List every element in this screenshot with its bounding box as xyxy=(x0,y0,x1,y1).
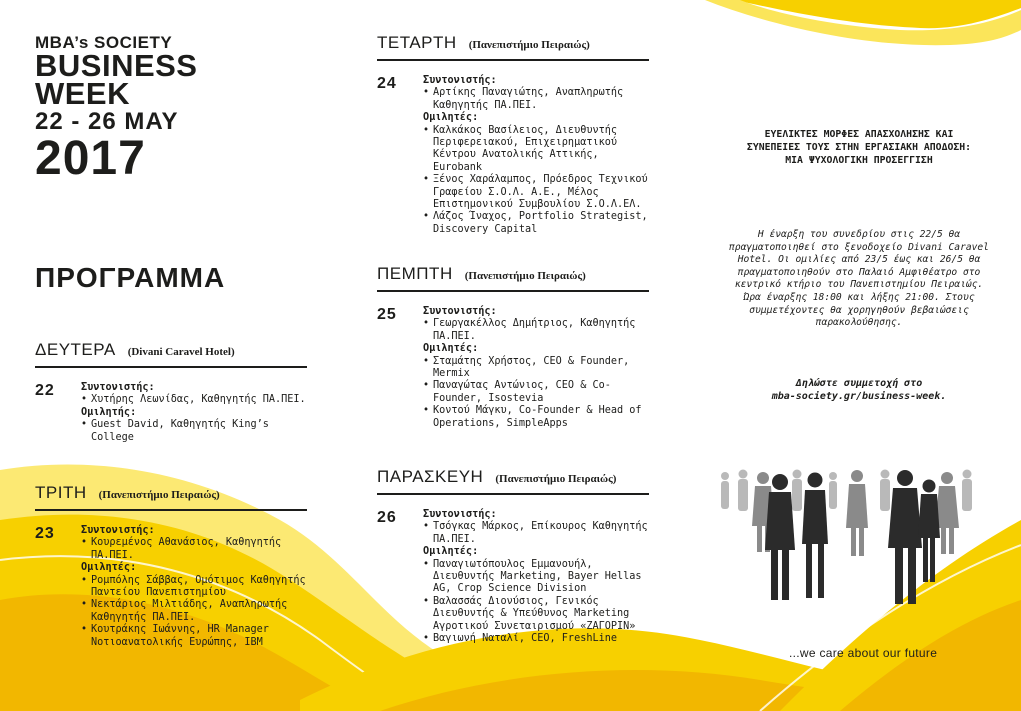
speaker-list xyxy=(81,525,307,649)
register-link[interactable]: mba-society.gr/business-week. xyxy=(771,391,947,402)
speaker-item: • Νεκτάριος Μιλτιάδης, Αναπληρωτής Καθηγητής ΠΑ.ΠΕΙ. xyxy=(81,599,307,624)
role-label: Ομιλητές: xyxy=(423,343,479,355)
day-block-wednesday xyxy=(377,33,649,236)
speaker-list xyxy=(81,382,307,444)
speaker-list xyxy=(423,75,649,236)
day-name: ΠΑΡΑΣΚΕΥΗ xyxy=(377,467,484,486)
person-mid-3 xyxy=(935,472,959,554)
day-block-monday xyxy=(35,340,307,444)
day-venue: (Divani Caravel Hotel) xyxy=(127,346,235,358)
speaker-item: • Καλκάκος Βασίλειος, Διευθυντής Περιφερειακού, Επιχειρηματικού Κέντρου Ανατολικής Αττικής, Eurobank xyxy=(423,125,649,175)
day-date-number: 24 xyxy=(377,75,397,92)
person-bg-4 xyxy=(829,472,837,509)
day-date-number: 26 xyxy=(377,509,397,526)
role-label: Συντονιστής: xyxy=(81,382,155,393)
register-text: Δηλώστε συμμετοχή στο xyxy=(795,378,923,389)
brand-year: 2017 xyxy=(35,132,146,185)
person-front-4 xyxy=(918,480,940,583)
theme-line-2: ΣΥΝΕΠΕΙΕΣ ΤΟΥΣ ΣΤΗΝ ΕΡΓΑΣΙΑΚΗ ΑΠΟΔΟΣΗ: xyxy=(746,142,972,153)
day-divider xyxy=(377,290,649,292)
role-label: Ομιλητές: xyxy=(423,546,479,558)
person-mid-2 xyxy=(846,470,868,556)
role-label: Συντονιστής: xyxy=(81,525,155,536)
day-date-number: 23 xyxy=(35,525,55,542)
brand-week: WEEK xyxy=(35,76,130,111)
day-venue: (Πανεπιστήμιο Πειραιώς) xyxy=(495,473,617,485)
event-brand xyxy=(35,33,198,185)
person-bg-6 xyxy=(962,470,972,512)
speaker-item: • Κουρεμένος Αθανάσιος, Καθηγητής ΠΑ.ΠΕΙ. xyxy=(81,537,307,562)
speaker-item: • Χυτήρης Λεωνίδας, Καθηγητής ΠΑ.ΠΕΙ. xyxy=(81,394,307,406)
speaker-item: • Τσόγκας Μάρκος, Επίκουρος Καθηγητής ΠΑ.ΠΕΙ. xyxy=(423,521,649,546)
day-divider xyxy=(377,59,649,61)
day-block-tuesday xyxy=(35,483,307,649)
speaker-list xyxy=(423,306,649,430)
day-date-number: 25 xyxy=(377,306,397,323)
day-name: ΤΕΤΑΡΤΗ xyxy=(377,33,457,52)
day-body xyxy=(35,382,307,444)
day-body xyxy=(377,306,649,430)
day-divider xyxy=(377,493,649,495)
speaker-item: • Βαλασσάς Διονύσιος, Γενικός Διευθυντής & Υπεύθυνος Marketing Αγροτικού Συνεταιρισμού «ΖΑΓΟΡΙΝ» xyxy=(423,596,649,633)
tagline: ...we care about our future xyxy=(789,646,938,660)
speaker-item: • Κουτράκης Ιωάννης, HR Manager Νοτιοανατολικής Ευρώπης, IBM xyxy=(81,624,307,649)
business-people-illustration xyxy=(715,460,985,620)
speaker-item: • Παναγώτας Αντώνιος, CEO & Co-Founder, Isostevia xyxy=(423,380,649,405)
speaker-item: • Ξένος Χαράλαμπος, Πρόεδρος Τεχνικού Γραφείου Σ.Ο.Λ. Α.Ε., Μέλος Επιστημονικού Συμβουλίου Σ.Ο.Λ.ΕΛ. xyxy=(423,174,649,211)
day-body xyxy=(377,509,649,645)
day-header xyxy=(35,340,307,364)
day-venue: (Πανεπιστήμιο Πειραιώς) xyxy=(98,489,220,501)
theme-line-3: ΜΙΑ ΨΥΧΟΛΟΓΙΚΗ ΠΡΟΣΕΓΓΙΣΗ xyxy=(785,155,933,166)
day-header xyxy=(377,264,649,288)
program-title: ΠΡΟΓΡΑΜΜΑ xyxy=(35,262,226,293)
conference-theme xyxy=(725,128,993,167)
registration-note xyxy=(728,377,990,403)
role-label: Συντονιστής: xyxy=(423,306,497,317)
role-label: Ομιλητές: xyxy=(423,112,479,124)
day-name: ΔΕΥΤΕΡΑ xyxy=(35,340,116,359)
person-front-2 xyxy=(802,473,828,599)
speaker-item: • Κοντού Μάγκυ, Co-Founder & Head of Operations, SimpleApps xyxy=(423,405,649,430)
speaker-item: • Παναγιωτόπουλος Εμμανουήλ, Διευθυντής Marketing, Bayer Hellas AG, Crop Science Division xyxy=(423,559,649,596)
brand-business: BUSINESS xyxy=(35,48,198,83)
day-name: ΠΕΜΠΤΗ xyxy=(377,264,453,283)
brand-society: MBA’s SOCIETY xyxy=(35,33,173,52)
person-bg-2 xyxy=(738,470,748,512)
person-front-3 xyxy=(888,470,922,604)
role-label: Συντονιστής: xyxy=(423,509,497,520)
day-venue: (Πανεπιστήμιο Πειραιώς) xyxy=(464,270,586,282)
role-label: Συντονιστής: xyxy=(423,75,497,86)
person-bg-5 xyxy=(880,470,890,512)
person-bg-3 xyxy=(792,470,802,512)
day-body xyxy=(377,75,649,236)
speaker-item: • Γεωργακέλλος Δημήτριος, Καθηγητής ΠΑ.ΠΕΙ. xyxy=(423,318,649,343)
speaker-item: • Βαγιωνή Ναταλί, CEO, FreshLine xyxy=(423,633,649,645)
day-header xyxy=(377,33,649,57)
speaker-item: • Guest David, Καθηγητής King’s College xyxy=(81,419,307,444)
person-bg-1 xyxy=(721,472,729,509)
day-header xyxy=(35,483,307,507)
theme-line-1: ΕΥΕΛΙΚΤΕΣ ΜΟΡΦΕΣ ΑΠΑΣΧΟΛΗΣΗΣ ΚΑΙ xyxy=(764,129,954,140)
speaker-item: • Λάζος Ίναχος, Portfolio Strategist, Discovery Capital xyxy=(423,211,649,236)
day-divider xyxy=(35,509,307,511)
day-body xyxy=(35,525,307,649)
day-venue: (Πανεπιστήμιο Πειραιώς) xyxy=(468,39,590,51)
person-front-1 xyxy=(765,474,795,600)
day-block-friday xyxy=(377,467,649,645)
speaker-item: • Ρομπόλης Σάββας, Ομότιμος Καθηγητής Παντείου Πανεπιστημίου xyxy=(81,575,307,600)
speaker-item: • Σταμάτης Χρήστος, CEO & Founder, Mermix xyxy=(423,356,649,381)
speaker-item: • Αρτίκης Παναγιώτης, Αναπληρωτής Καθηγητής ΠΑ.ΠΕΙ. xyxy=(423,87,649,112)
role-label: Ομιλητές: xyxy=(81,562,137,574)
role-label: Ομιλητής: xyxy=(81,406,137,418)
event-info: Η έναρξη του συνεδρίου στις 22/5 θα πραγματοποιηθεί στο ξενοδοχείο Divani Caravel Hotel. Οι ομιλίες από 23/5 έως και 26/5 θα πραγματοποιηθούν στο Παλαιό Αμφιθέατρο στο κεντρικό κτήριο του Πανεπιστημίου Πειραιώς. Ώρα έναρξης 18:00 και λήξης 21:00. Στους συμμετέχοντες θα χορηγηθούν βεβαιώσεις παρακολούθησης. xyxy=(729,229,989,329)
day-header xyxy=(377,467,649,491)
day-block-thursday xyxy=(377,264,649,430)
day-date-number: 22 xyxy=(35,382,55,399)
speaker-list xyxy=(423,509,649,645)
brand-dates: 22 - 26 MAY xyxy=(35,108,179,135)
day-divider xyxy=(35,366,307,368)
day-name: ΤΡΙΤΗ xyxy=(35,483,87,502)
